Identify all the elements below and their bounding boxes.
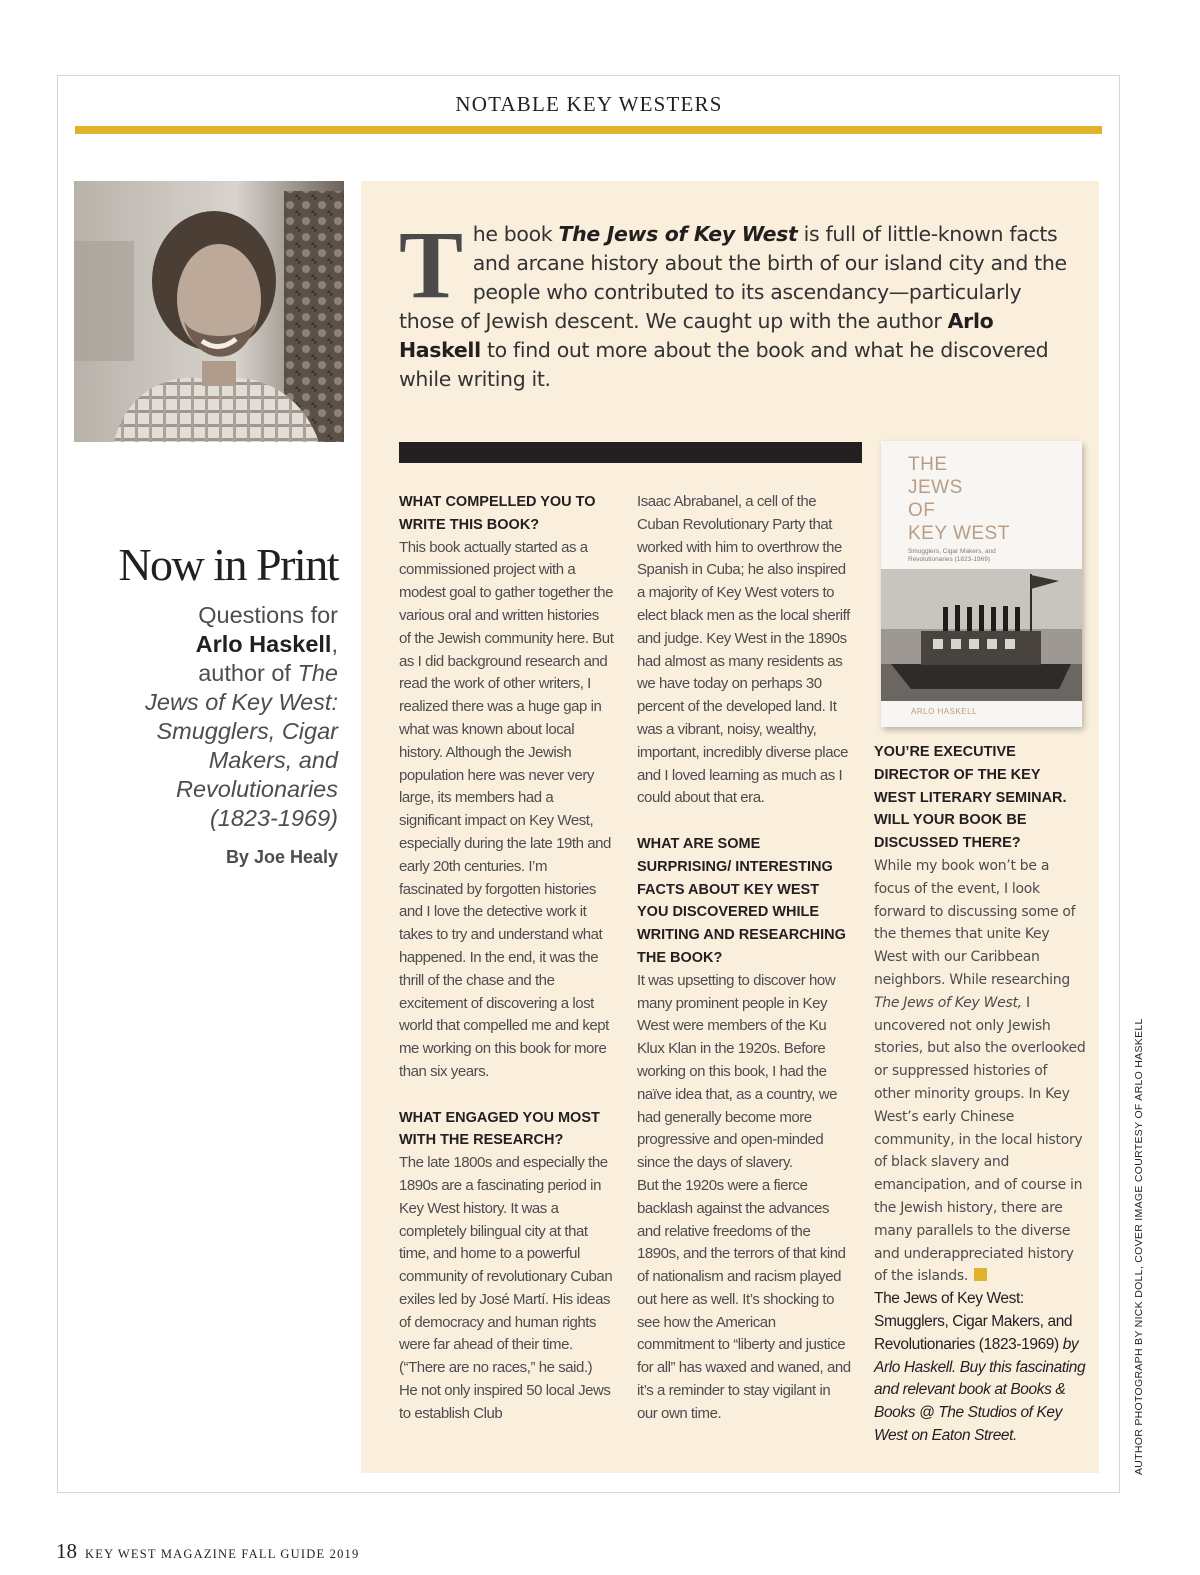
feature-title-block <box>70 540 338 868</box>
drop-cap: T <box>399 211 463 318</box>
qa-column-1 <box>399 491 614 1426</box>
cover-title-line: OF <box>908 500 936 521</box>
cover-author: ARLO HASKELL <box>911 707 978 716</box>
question-4: YOU’RE EXECUTIVE DIRECTOR OF THE KEY WEST LITERARY SEMINAR. WILL YOUR BOOK BE DISCUSSED THERE? <box>874 744 1067 852</box>
intro-paragraph <box>399 211 1079 394</box>
gold-divider <box>75 126 1102 134</box>
subhead-book-title-2: Jews of Key West: <box>145 688 338 715</box>
answer-2: The late 1800s and especially the 1890s are a fascinating period in Key West history. It was a completely bilingual city at that time, and home to a powerful community of revolutionary Cuban exiles led by José Martí. His ideas of democracy and human rights were far ahead of their time. (“There are no races,” he said.) He not only inspired 50 local Jews to establish Club <box>399 1154 613 1422</box>
feature-subhead: Questions for Arlo Haskell, author of The Jews of Key West: Smugglers, Cigar Makers, and Revolutionaries (1823-1969) <box>145 601 338 831</box>
subhead-lead: Questions for <box>198 601 338 628</box>
page-number: 18 <box>56 1539 77 1563</box>
section-title: NOTABLE KEY WESTERS <box>455 92 723 116</box>
qa-column-2 <box>637 491 852 1426</box>
intro-book-title: The Jews of Key West <box>558 222 798 246</box>
magazine-name: KEY WEST MAGAZINE FALL GUIDE 2019 <box>85 1547 360 1561</box>
photo-credit: AUTHOR PHOTOGRAPH BY NICK DOLL, COVER IMAGE COURTESY OF ARLO HASKELL <box>1133 1018 1145 1475</box>
answer-1: This book actually started as a commissioned project with a modest goal to gather together the various oral and written histories of the Jewish community here. But as I did background research and read the work of other writers, I realized there was a huge gap in what was known about local history. Although the Jewish population here was never very large, its members had a significant impact on Key West, especially during the late 19th and early 20th centuries. I’m fascinated by forgotten histories and I love the detective work it takes to try and understand what happened. In the end, it was the thrill of the chase and the excitement of discovering a lost world that compelled me and kept me working on this book for more than six years. <box>399 538 614 1080</box>
answer-3: It was upsetting to discover how many prominent people in Key West were members of the Ku Klux Klan in the 1920s. Before working on this book, I had the naïve idea that, as a country, we had generally become more progressive and open-minded since the days of slavery. <box>637 971 837 1172</box>
end-mark <box>974 1268 987 1281</box>
subhead-book-title-6: (1823-1969) <box>209 804 338 831</box>
feature-headline: Now in Print <box>118 539 338 590</box>
question-1: WHAT COMPELLED YOU TO WRITE THIS BOOK? <box>399 494 596 533</box>
byline: By Joe Healy <box>225 846 338 867</box>
book-note-details: by Arlo Haskell. Buy this fascinating and relevant book at Books & Books @ The Studios of Key West on Eaton Street. <box>874 1335 1086 1444</box>
book-note <box>874 1288 1086 1448</box>
intro-text-1: he book <box>472 222 559 246</box>
book-cover <box>881 441 1082 727</box>
cover-title <box>908 453 1010 545</box>
answer-4-part-1: While my book won’t be a focus of the event, I look forward to discussing some of the themes that unite Key West with our Caribbean neighbors. While researching <box>874 857 1076 988</box>
intro-text-3: to find out more about the book and what he discovered while writing it. <box>399 338 1049 391</box>
author-photo <box>74 181 344 442</box>
subhead-author-name: Arlo Haskell <box>195 630 332 657</box>
question-3: WHAT ARE SOME SURPRISING/ INTERESTING FACTS ABOUT KEY WEST YOU DISCOVERED WHILE WRITING AND RESEARCHING THE BOOK? <box>637 835 846 966</box>
subhead-author-of: author of <box>198 659 298 686</box>
intro-text-2: is full of little-known facts and arcane history about the birth of our island city and the people who contributed to its ascendancy—particularly those of Jewish descent. We caught up with the author <box>399 222 1067 333</box>
cover-title-line: KEY WEST <box>908 523 1010 544</box>
cover-title-line: JEWS <box>908 477 963 498</box>
answer-3-paragraph-2: But the 1920s were a fierce backlash against the advances and relative freedoms of the 1890s, and the terrors of that kind of nationalism and racism played out here as well. It’s shocking to see how the American commitment to “liberty and justice for all” has waxed and waned, and it’s a reminder to stay vigilant in our own time. <box>637 1176 851 1422</box>
folio <box>56 1539 359 1564</box>
subhead-book-title-1: The <box>297 659 338 686</box>
black-divider-bar <box>399 442 862 463</box>
cover-title-line: THE <box>908 454 948 475</box>
cover-subtitle: Smugglers, Cigar Makers, and Revolutionaries (1823-1969) <box>908 548 996 563</box>
cover-photo <box>881 569 1082 701</box>
intro-author: Arlo Haskell <box>399 309 994 362</box>
answer-2-continued: Isaac Abrabanel, a cell of the Cuban Revolutionary Party that worked with him to overthrow the Spanish in Cuba; he also inspired a majority of Key West voters to elect black men as the local sheriff and judge. Key West in the 1890s had almost as many residents as we have today on perhaps 30 percent of the developed land. It was a vibrant, noisy, wealthy, important, incredibly diverse place and I loved learning as much as I could about that era. <box>637 493 850 807</box>
subhead-book-title-5: Revolutionaries <box>176 775 338 802</box>
answer-4-book-title: The Jews of Key West, <box>874 994 1022 1011</box>
subhead-book-title-4: Makers, and <box>208 746 338 773</box>
subhead-book-title-3: Smugglers, Cigar <box>156 717 338 744</box>
answer-4-part-2: I uncovered not only Jewish stories, but also the overlooked or suppressed histories of other minority groups. In Key West’s early Chinese community, in the local history of black slavery and emancipation, and of course in the Jewish history, there are many parallels to the diverse and underappreciated history of the islands. <box>874 994 1086 1285</box>
question-2: WHAT ENGAGED YOU MOST WITH THE RESEARCH? <box>399 1109 600 1149</box>
book-note-title: The Jews of Key West: Smugglers, Cigar Makers, and Revolutionaries (1823-1969) <box>874 1290 1073 1353</box>
answer-4 <box>874 855 1086 1288</box>
qa-column-3 <box>874 741 1086 1448</box>
